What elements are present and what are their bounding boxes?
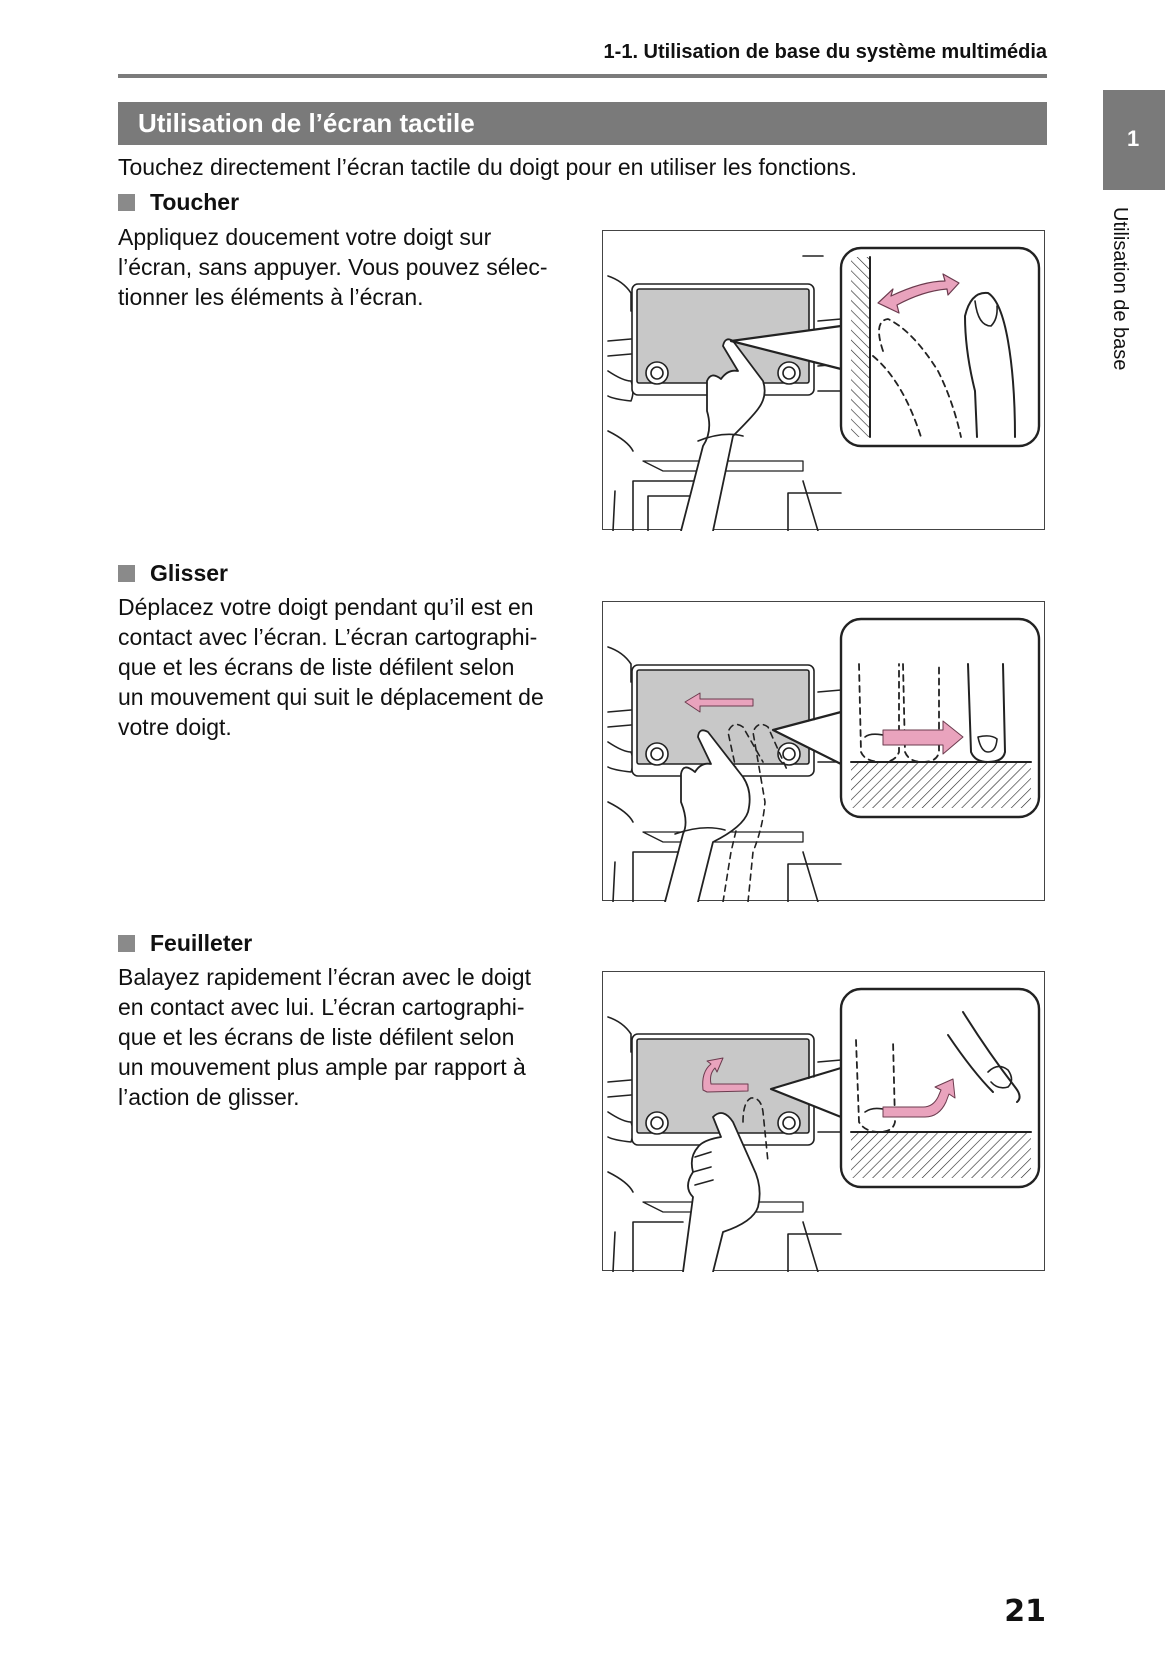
page-number: 21	[1004, 1594, 1046, 1629]
body-line: Balayez rapidement l’écran avec le doigt	[118, 964, 531, 990]
square-bullet-icon	[118, 565, 135, 582]
running-header: 1-1. Utilisation de base du système multimédia	[603, 41, 1047, 63]
chapter-side-label: Utilisation de base	[1109, 207, 1131, 371]
body-line: que et les écrans de liste défilent selon	[118, 1024, 515, 1050]
flick-gesture-illustration	[602, 971, 1045, 1271]
subsection-heading-label: Feuilleter	[150, 930, 253, 956]
body-line: contact avec l’écran. L’écran cartographi-	[118, 624, 538, 650]
drag-gesture-illustration	[602, 601, 1045, 901]
body-line: votre doigt.	[118, 714, 232, 740]
square-bullet-icon	[118, 194, 135, 211]
subsection-heading-feuilleter	[118, 928, 252, 958]
body-line: en contact avec lui. L’écran cartographi-	[118, 994, 525, 1020]
subsection-body-toucher	[118, 222, 588, 312]
body-line: Appliquez doucement votre doigt sur	[118, 224, 492, 250]
body-line: Déplacez votre doigt pendant qu’il est en	[118, 594, 534, 620]
section-title-banner: Utilisation de l’écran tactile	[118, 102, 1047, 145]
chapter-tab	[1103, 90, 1165, 190]
subsection-body-glisser	[118, 592, 588, 742]
header-rule	[118, 74, 1047, 78]
chapter-number: 1	[1127, 126, 1140, 151]
subsection-heading-label: Glisser	[150, 560, 228, 586]
body-line: que et les écrans de liste défilent selon	[118, 654, 515, 680]
subsection-heading-glisser	[118, 558, 228, 588]
body-line: l’action de glisser.	[118, 1084, 300, 1110]
body-line: tionner les éléments à l’écran.	[118, 284, 424, 310]
body-line: un mouvement plus ample par rapport à	[118, 1054, 526, 1080]
touch-gesture-illustration	[602, 230, 1045, 530]
subsection-heading-label: Toucher	[150, 189, 240, 215]
body-line: un mouvement qui suit le déplacement de	[118, 684, 544, 710]
square-bullet-icon	[118, 935, 135, 952]
subsection-heading-toucher	[118, 187, 239, 217]
subsection-body-feuilleter	[118, 962, 588, 1112]
body-line: l’écran, sans appuyer. Vous pouvez sélec-	[118, 254, 548, 280]
section-intro: Touchez directement l’écran tactile du doigt pour en utiliser les fonctions.	[118, 154, 857, 180]
